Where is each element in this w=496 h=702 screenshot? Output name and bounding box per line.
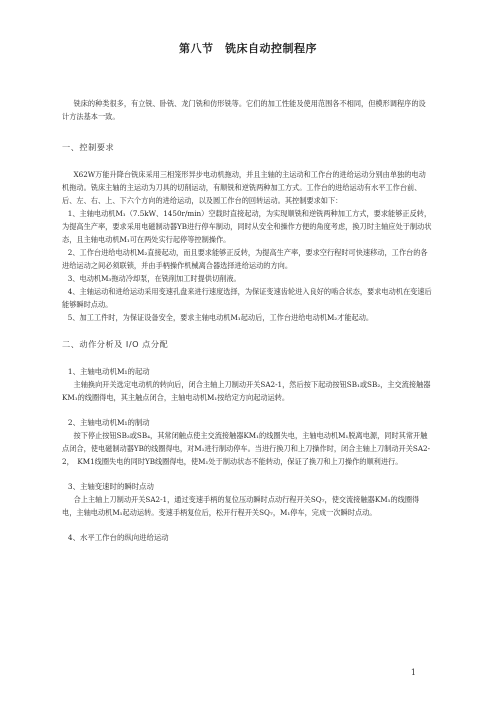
- subsection-paragraph: 按下停止按钮SB₃或SB₄，其常闭触点使主交流接触器KM₁的线圈失电，主轴电动机M₁脱离电源，同时其常开触点闭合，使电磁制动器YB的线圈得电，对M₁进行制动停车。当进行换刀和上刀操作时，闭合主轴上刀制动开关SA2-2， KM1线圈失电的同时YB线圈得电，使M₁处于制动状态不能转动，保证了换刀和上刀操作的顺利进行。: [62, 431, 431, 466]
- subsection-heading: 3、主轴变速时的瞬时点动: [67, 482, 154, 491]
- subsection-paragraph: 合上主轴上刀制动开关SA2-1，通过变速手柄的复位压动瞬时点动行程开关SQ₇，使交流接触器KM₁的线圈得电，主轴电动机M₁起动运转。变速手柄复位后，松开行程开关SQ₇，M₁停车，完成一次瞬时点动。: [62, 495, 420, 517]
- section-heading-requirements: 一、控制要求: [62, 142, 115, 152]
- intro-paragraph: 铣床的种类很多，有立铣、卧铣、龙门铣和仿形铣等。它们的加工性能及使用范围各不相同，但模形调程序的设计方法基本一致。: [62, 99, 426, 121]
- requirements-paragraph: X62W万能升降台铣床采用三相笼形异步电动机拖动，并且主轴的主运动和工作台的进给运动分别由单独的电动机拖动。铣床主轴的主运动为刀具的切削运动，有顺铣和逆铣两种加工方式。工作台的进给运动有水平工作台前、后、左、右、上、下六个方向的进给运动，以及圆工作台的回转运动。其控制要求如下：: [62, 170, 426, 205]
- subsection-heading: 4、水平工作台的纵向进给运动: [67, 533, 169, 542]
- section-heading-analysis: 二、动作分析及 I/O 点分配: [62, 339, 169, 349]
- subsection-heading: 2、主轴电动机M₁的制动: [67, 418, 150, 427]
- page-number: 1: [410, 668, 416, 677]
- requirement-item: 1、主轴电动机M₁（7.5kW、1450r/min）空载时直接起动，为实现顺铣和逆铣两种加工方式，要求能够正反转，为提高生产率，要求采用电磁制动器YB进行停车制动，同时从安全和操作方便的角度考虑，换刀时主轴应处于制动状态，且主轴电动机M₁可在两处实行起停等控制操作。: [62, 209, 432, 244]
- requirement-item: 4、主轴运动和进给运动采用变速孔盘来进行速度选择，为保证变速齿轮进入良好的啮合状态，要求电动机在变速后能够瞬时点动。: [62, 287, 432, 309]
- subsection-paragraph: 主轴换向开关选定电动机的转向后，闭合主轴上刀制动开关SA2-1，然后按下起动按钮SB₁或SB₂，主交流接触器KM₁的线圈得电，其主触点闭合，主轴电动机M₁按给定方向起动运转。: [62, 380, 431, 402]
- requirement-item: 3、电动机M₃拖动冷却泵，在铣削加工时提供切削液。: [67, 274, 241, 283]
- requirement-item: 5、加工工件时，为保证设备安全，要求主轴电动机M₁起动后，工作台进给电动机M₂才能起动。: [67, 313, 374, 322]
- page-title: 第八节 铣床自动控制程序: [179, 42, 317, 55]
- document-body: [62, 97, 432, 544]
- subsection-heading: 1、主轴电动机M₁的起动: [67, 367, 150, 376]
- requirement-item: 2、工作台进给电动机M₂直接起动，而且要求能够正反转，为提高生产率，要求空行程时可快速移动，工作台的各进给运动之间必须联锁，并由手柄操作机械离合器选择进给运动的方向。: [62, 248, 428, 270]
